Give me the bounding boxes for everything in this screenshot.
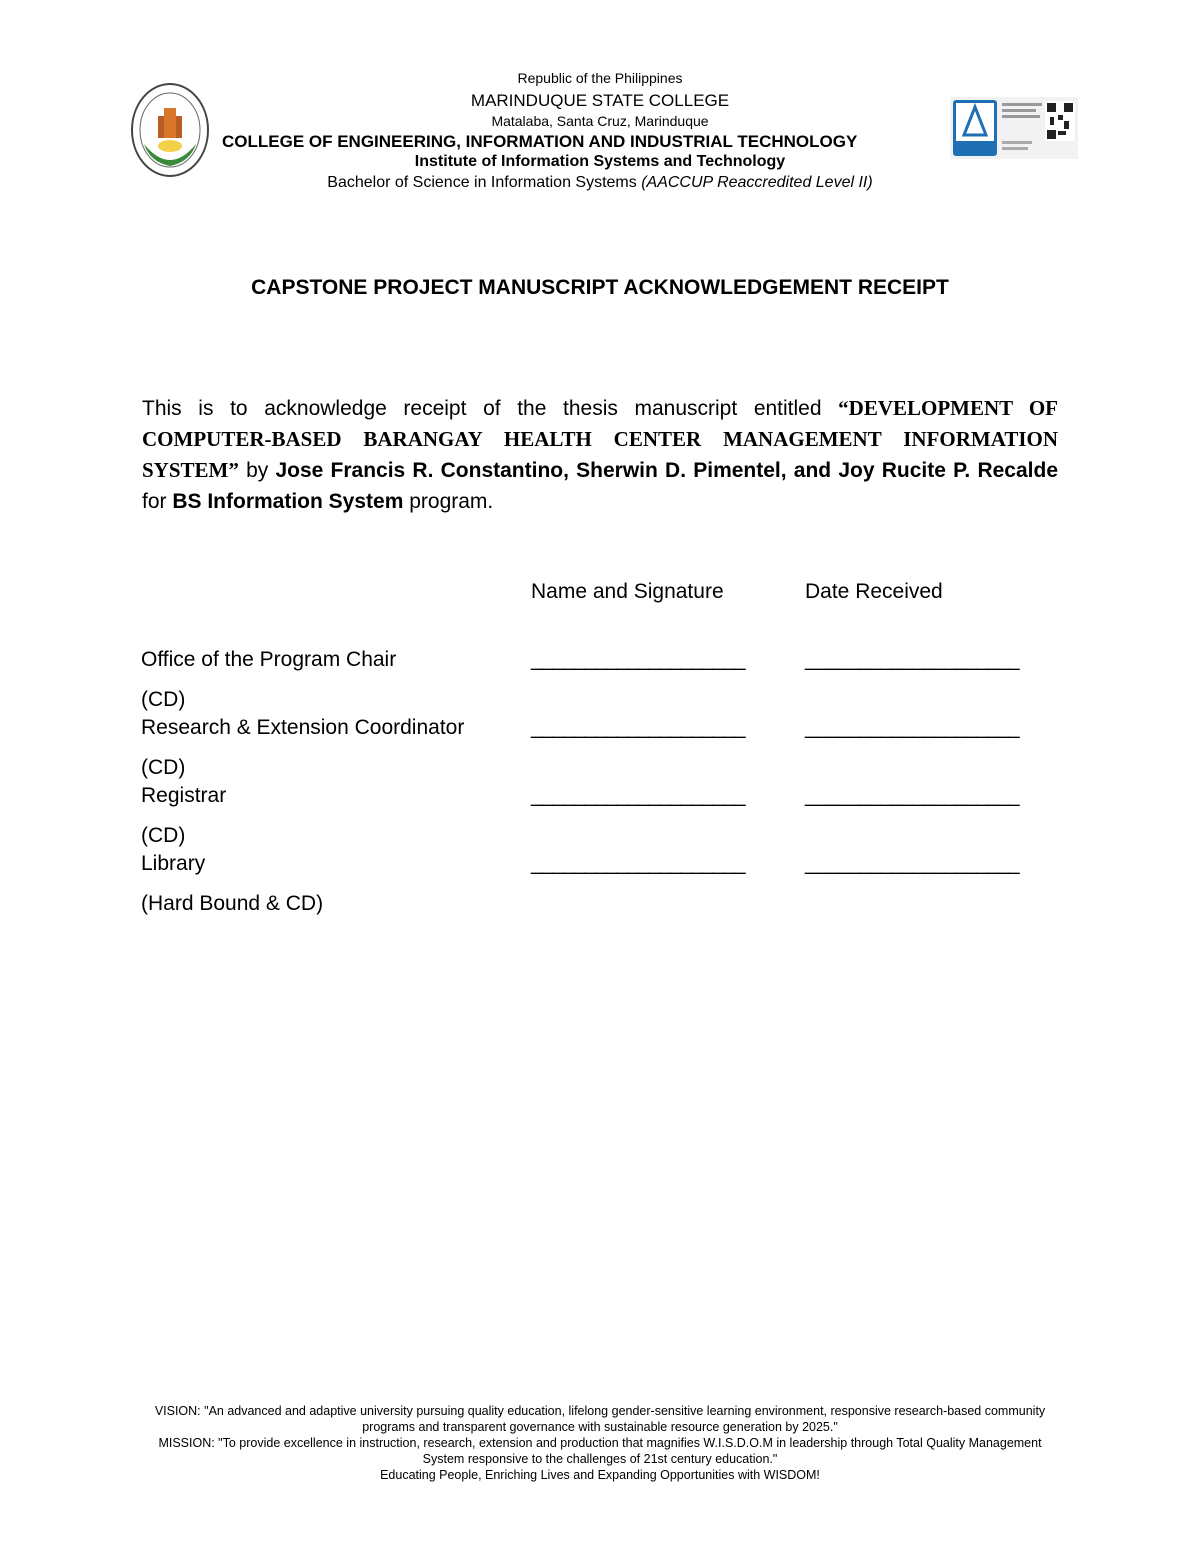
footer	[140, 1403, 1060, 1483]
signature-line: ____________________	[531, 784, 745, 807]
column-header-name-signature: Name and Signature	[531, 580, 724, 603]
date-line: ____________________	[805, 852, 1019, 875]
row-label-research-coordinator: Research & Extension Coordinator (CD)	[141, 716, 465, 779]
date-line: ____________________	[805, 784, 1019, 807]
row-label-library: Library (Hard Bound & CD)	[141, 852, 324, 915]
footer-tagline: Educating People, Enriching Lives and Expanding Opportunities with WISDOM!	[380, 1468, 820, 1482]
header-school-name: MARINDUQUE STATE COLLEGE	[470, 91, 730, 110]
program-name: BS Information System	[172, 490, 404, 513]
acknowledgement-paragraph: This is to acknowledge receipt of the thesis manuscript entitled “DEVELOPMENT OF COMPUTER-BASED BARANGAY HEALTH CENTER MANAGEMENT INFORMATION SYSTEM” by Jose Francis R. Constantino, Sherwin D. Pimentel, and Joy Rucite P. Recalde for BS Information System program.	[142, 396, 1058, 513]
document-title: CAPSTONE PROJECT MANUSCRIPT ACKNOWLEDGEMENT RECEIPT	[251, 276, 949, 299]
header-republic: Republic of the Philippines	[517, 70, 683, 86]
footer-vision: VISION: "An advanced and adaptive university pursuing quality education, lifelong gender-sensitive learning environment, responsive research-based community programs and transparent governance with sustainable resource generation by 2025."	[154, 1404, 1046, 1434]
thesis-title: “DEVELOPMENT OF COMPUTER-BASED BARANGAY HEALTH CENTER MANAGEMENT INFORMATION SYSTEM”	[142, 396, 1058, 482]
row-label-registrar: Registrar (CD)	[141, 784, 227, 847]
header-institute: Institute of Information Systems and Technology	[414, 153, 786, 170]
footer-mission: MISSION: "To provide excellence in instruction, research, extension and production that magnifies W.I.S.D.O.M in leadership through Total Quality Management System responsive to the challenges of 21st century education."	[158, 1436, 1042, 1466]
date-line: ____________________	[805, 648, 1019, 671]
signature-line: ____________________	[531, 648, 745, 671]
signature-line: ____________________	[531, 716, 745, 739]
date-line: ____________________	[805, 716, 1019, 739]
header-accreditation: (AACCUP Reaccredited Level II)	[641, 174, 873, 191]
row-label-program-chair: Office of the Program Chair (CD)	[141, 648, 397, 711]
header-college-name: COLLEGE OF ENGINEERING, INFORMATION AND INDUSTRIAL TECHNOLOGY	[222, 132, 858, 151]
header-program: Bachelor of Science in Information Systems (AACCUP Reaccredited Level II)	[327, 174, 873, 191]
authors: Jose Francis R. Constantino, Sherwin D. Pimentel, and Joy Rucite P. Recalde	[275, 459, 1058, 482]
column-header-date-received: Date Received	[805, 580, 943, 603]
header-address: Matalaba, Santa Cruz, Marinduque	[491, 113, 709, 129]
signature-line: ____________________	[531, 852, 745, 875]
